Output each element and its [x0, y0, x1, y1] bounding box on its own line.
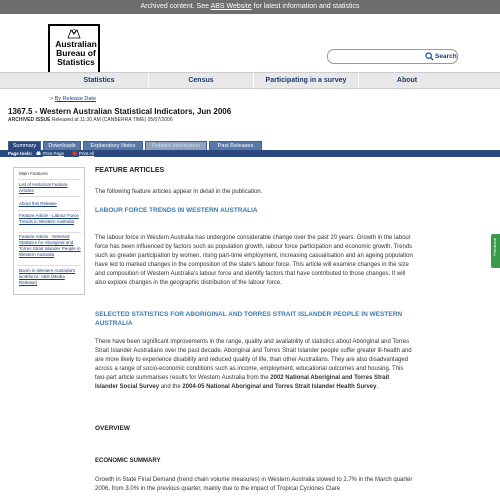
sidebar-item-about-release[interactable]: About this Release	[19, 201, 57, 206]
aboriginal-text-part-2: and the	[159, 384, 183, 390]
page-tools-label: Page tools:	[8, 151, 33, 156]
sidebar	[13, 167, 85, 295]
aboriginal-statistics-text	[95, 338, 413, 392]
archived-issue-label: ARCHIVED ISSUE	[8, 117, 51, 123]
aboriginal-statistics-heading: SELECTED STATISTICS FOR ABORIGINAL AND TORRES STRAIT ISLANDER PEOPLE IN WESTERN AUSTRALIA	[95, 311, 403, 327]
main-nav	[0, 72, 500, 89]
sidebar-item-media-release[interactable]: Boom in Western Australia's workforce: ABS (Media Release)	[19, 268, 76, 285]
search-icon	[425, 52, 434, 61]
nav-item-statistics[interactable]: Statistics	[83, 77, 115, 84]
nav-item-about[interactable]: About	[358, 73, 455, 88]
tab-related-information: Related Information	[145, 141, 207, 150]
tab-past-releases[interactable]: Past Releases	[209, 141, 262, 150]
page-tools-bar	[0, 150, 500, 157]
aboriginal-text-part-1: There have been significant improvements in the range, quality and availability of statistics about Aboriginal and Torres Strait Islander Australians over the past decade. Aboriginal and Torres Strait Islander people suffer greater ill-health and are more likely to experience disability and reduced quality of life, than other Australians. They are also disadvantaged across a range of socio-economic conditions such as income, employment, educational outcomes and housing. This two-part article summarises results for Western Australia from the	[95, 339, 412, 381]
logo-line-2: Bureau of	[56, 48, 96, 58]
archive-notice-prefix: Archived content. See	[140, 3, 211, 10]
site-header	[0, 14, 500, 72]
search-button-label: Search	[435, 53, 457, 60]
logo-text	[53, 40, 99, 67]
breadcrumb	[50, 96, 96, 102]
logo-line-3: Statistics	[57, 57, 95, 67]
nav-item-participating[interactable]: Participating in a survey	[253, 73, 358, 88]
social-survey-title: 2002 National Aboriginal and Torres Strait Islander Social Survey	[95, 375, 390, 390]
sidebar-item-historical-articles[interactable]: List of Historical Feature Articles	[19, 182, 68, 193]
print-all-icon	[72, 151, 77, 156]
tab-explanatory-notes[interactable]: Explanatory Notes	[83, 141, 143, 150]
feedback-tab[interactable]	[491, 234, 500, 268]
print-all-link[interactable]: Print All	[79, 151, 95, 156]
sidebar-divider	[18, 210, 81, 211]
tab-downloads[interactable]: Downloads	[43, 141, 81, 150]
page-title: 1367.5 - Western Australian Statistical Indicators, Jun 2006	[8, 107, 232, 116]
tab-bar	[8, 141, 498, 150]
abs-website-link[interactable]: ABS Website	[210, 3, 252, 10]
sidebar-item-labour-force[interactable]: Feature Article - Labour Force Trends in Western Australia	[19, 213, 79, 224]
abs-logo[interactable]	[48, 24, 100, 79]
sidebar-divider	[18, 265, 81, 266]
aboriginal-text-part-3: .	[376, 384, 379, 390]
sidebar-item-aboriginal-statistics[interactable]: Feature Article - Selected Statistics for Aboriginal and Torres Strait Islander People in Western Australia	[19, 234, 81, 257]
release-datetime: Released at 11:30 AM (CANBERRA TIME) 05/07/2006	[50, 117, 173, 123]
intro-text: The following feature articles appear in detail in the publication.	[95, 189, 263, 195]
tab-summary[interactable]: Summary	[8, 141, 41, 150]
breadcrumb-by-release-date[interactable]: By Release Date	[54, 96, 97, 102]
feedback-label: Feedback	[492, 238, 497, 256]
nav-item-census[interactable]: Census	[148, 73, 253, 88]
labour-force-heading: LABOUR FORCE TRENDS IN WESTERN AUSTRALIA	[95, 207, 258, 214]
sidebar-heading: Main Features	[19, 171, 48, 176]
health-survey-title: 2004-05 National Aboriginal and Torres Strait Islander Health Survey	[182, 384, 377, 390]
feature-articles-heading: FEATURE ARTICLES	[95, 167, 165, 174]
overview-heading: OVERVIEW	[95, 425, 130, 432]
economic-summary-heading: ECONOMIC SUMMARY	[95, 458, 161, 464]
sidebar-divider	[18, 196, 81, 197]
print-page-link[interactable]: Print Page	[43, 151, 65, 156]
breadcrumb-arrow: >	[50, 96, 54, 102]
sidebar-divider	[18, 179, 81, 180]
search-input[interactable]	[333, 51, 425, 62]
search-button[interactable]	[425, 51, 457, 63]
archive-notice-suffix: for latest information and statistics	[251, 3, 360, 10]
economic-summary-text: Growth in State Final Demand (trend chain volume measures) in Western Australia slowed to 2.7% in the March quarter 2006, from 3.0% in the previous quarter, mainly due to the impact of Tropical Cyclones Clare	[95, 477, 413, 492]
sidebar-divider	[18, 232, 81, 233]
labour-force-text: The labour force in Western Australia has undergone considerable change over the past 20 years. Growth in the labour force has been influenced by factors such as population growth, labour force participation and economic growth. Trends such as greater participation by women, rising part-time employment, increasing casualisation and an ageing population have led to marked changes in the composition of the state's labour force. This article will examine changes in the size and composition of Western Australia's labour force and identify factors that have contributed to those changes. It will also explore changes in the geographic distribution of the labour force.	[95, 235, 413, 286]
release-info	[8, 117, 173, 123]
logo-line-1: Australian	[55, 39, 97, 49]
search-box	[327, 49, 458, 64]
archive-notice-bar	[0, 0, 500, 14]
printer-icon	[36, 151, 41, 156]
